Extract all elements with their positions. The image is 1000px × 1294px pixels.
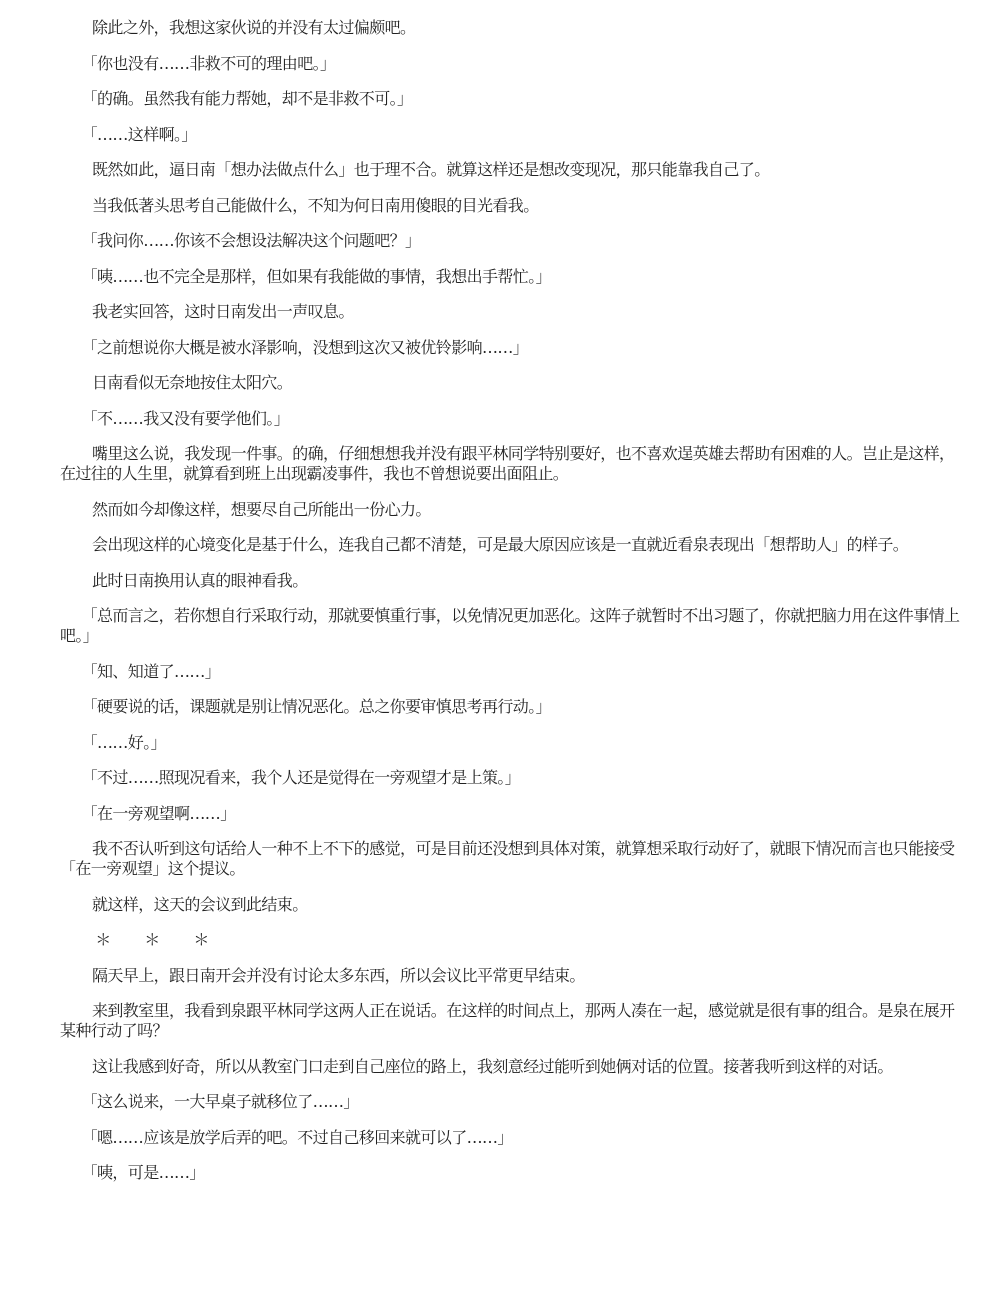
paragraph: 当我低著头思考自己能做什么，不知为何日南用傻眼的目光看我。	[92, 195, 539, 215]
dialogue-line: 「总而言之，若你想自行采取行动，那就要慎重行事，以免情况更加恶化。这阵子就暂时不出习题了，你就把脑力用在这件事情上吧。」	[60, 606, 960, 645]
paragraph: 这让我感到好奇，所以从教室门口走到自己座位的路上，我刻意经过能听到她俩对话的位置。接著我听到这样的对话。	[92, 1056, 893, 1076]
paragraph: 我老实回答，这时日南发出一声叹息。	[92, 302, 354, 321]
dialogue-line: 「不……我又没有要学他们。」	[81, 408, 290, 428]
paragraph: 就这样，这天的会议到此结束。	[92, 894, 308, 914]
paragraph: 嘴里这么说，我发现一件事。的确，仔细想想我并没有跟平林同学特别要好，也不喜欢逞英雄去帮助有困难的人。岂止是这样，在过往的人生里，就算看到班上出现霸凌事件，我也不曾想说要出面阻止。	[60, 444, 955, 483]
paragraph: 此时日南换用认真的眼神看我。	[92, 570, 308, 590]
paragraph: 既然如此，逼日南「想办法做点什么」也于理不合。就算这样还是想改变现况，那只能靠我自己了。	[92, 160, 770, 179]
dialogue-line: 「你也没有……非救不可的理由吧。」	[81, 53, 336, 73]
paragraph: 隔天早上，跟日南开会并没有讨论太多东西，所以会议比平常更早结束。	[92, 965, 585, 985]
dialogue-line: 「知、知道了……」	[81, 661, 221, 681]
scene-break: ＊ ＊ ＊	[95, 930, 224, 949]
dialogue-line: 「嗯……应该是放学后弄的吧。不过自己移回来就可以了……」	[81, 1127, 513, 1147]
paragraph: 日南看似无奈地按住太阳穴。	[92, 373, 293, 392]
paragraph: 然而如今却像这样，想要尽自己所能出一份心力。	[92, 499, 431, 519]
paragraph: 除此之外，我想这家伙说的并没有太过偏颇吧。	[92, 18, 416, 37]
dialogue-line: 「硬要说的话，课题就是别让情况恶化。总之你要审慎思考再行动。」	[81, 697, 551, 716]
dialogue-line: 「不过……照现况看来，我个人还是觉得在一旁观望才是上策。」	[81, 768, 521, 787]
dialogue-line: 「在一旁观望啊……」	[81, 803, 236, 823]
dialogue-line: 「咦……也不完全是那样，但如果有我能做的事情，我想出手帮忙。」	[81, 266, 551, 286]
dialogue-line: 「我问你……你该不会想设法解决这个问题吧？」	[81, 231, 421, 250]
dialogue-line: 「咦，可是……」	[81, 1163, 205, 1182]
dialogue-line: 「……好。」	[81, 732, 166, 752]
paragraph: 来到教室里，我看到泉跟平林同学这两人正在说话。在这样的时间点上，那两人凑在一起，感觉就是很有事的组合。是泉在展开某种行动了吗？	[60, 1001, 955, 1040]
paragraph: 我不否认听到这句话给人一种不上不下的感觉，可是目前还没想到具体对策，就算想采取行动好了，就眼下情况而言也只能接受「在一旁观望」这个提议。	[60, 839, 955, 878]
dialogue-line: 「之前想说你大概是被水泽影响，没想到这次又被优铃影响……」	[81, 337, 529, 357]
dialogue-line: 「的确。虽然我有能力帮她，却不是非救不可。」	[81, 89, 413, 108]
paragraph: 会出现这样的心境变化是基于什么，连我自己都不清楚，可是最大原因应该是一直就近看泉表现出「想帮助人」的样子。	[92, 535, 909, 554]
dialogue-line: 「……这样啊。」	[81, 124, 197, 144]
dialogue-line: 「这么说来，一大早桌子就移位了……」	[81, 1092, 359, 1111]
